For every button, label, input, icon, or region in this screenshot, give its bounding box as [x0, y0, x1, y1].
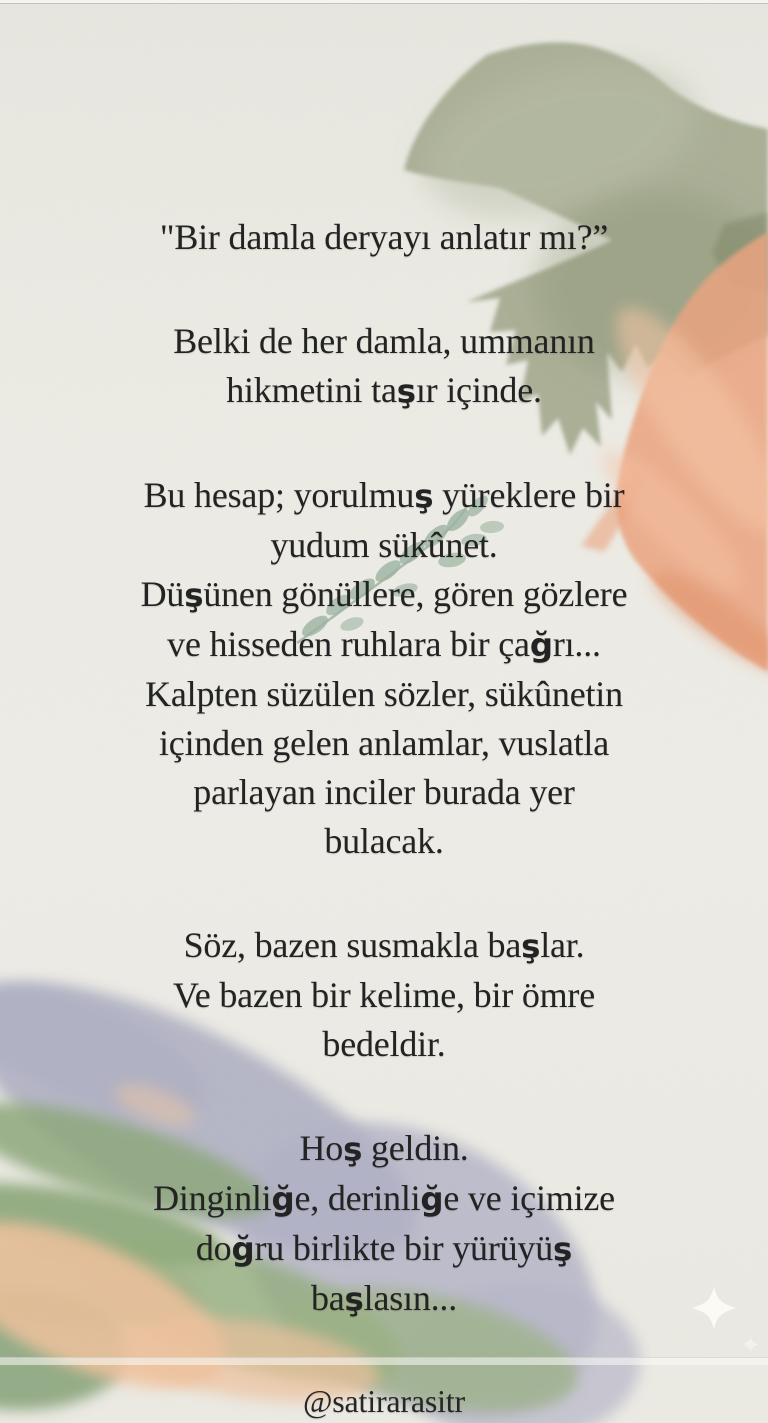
text-line: hikmetini taşır içinde.: [226, 370, 542, 410]
substituted-glyph: ğ: [420, 1180, 444, 1218]
text-line: içinden gelen anlamlar, vuslatla: [159, 723, 609, 763]
substituted-glyph: ğ: [529, 626, 553, 664]
quote-text: [0, 213, 768, 1423]
substituted-glyph: ş: [184, 576, 204, 614]
text-line: Hoş geldin.: [299, 1128, 469, 1168]
substituted-glyph: ğ: [271, 1180, 295, 1218]
text-line: Belki de her damla, ummanın: [173, 321, 595, 361]
text-line: Söz, bazen susmakla başlar.: [183, 925, 585, 965]
text-line: parlayan inciler burada yer: [193, 772, 575, 812]
substituted-glyph: ş: [344, 1280, 364, 1318]
text-line: Dinginliğe, derinliğe ve içimize: [153, 1178, 615, 1218]
substituted-glyph: ş: [396, 372, 416, 410]
text-line: yudum sükûnet.: [270, 525, 498, 565]
paragraph: [48, 1124, 720, 1324]
quote-paragraphs: [0, 213, 768, 1324]
substituted-glyph: ş: [343, 1130, 363, 1168]
substituted-glyph: ğ: [231, 1230, 255, 1268]
text-line: Bu hesap; yorulmuş yüreklere bir: [143, 475, 625, 515]
top-edge-line: [0, 3, 768, 4]
substituted-glyph: ş: [414, 477, 434, 515]
text-line: Kalpten süzülen sözler, sükûnetin: [145, 674, 623, 714]
text-line: ve hisseden ruhlara bir çağrı...: [167, 624, 601, 664]
text-line: Düşünen gönüllere, gören gözlere: [140, 574, 628, 614]
paragraph: [48, 213, 720, 262]
text-line: bulacak.: [324, 821, 444, 861]
text-line: bedeldir.: [322, 1024, 446, 1064]
paragraph: [48, 921, 720, 1069]
text-line: başlasın...: [310, 1278, 458, 1318]
substituted-glyph: ş: [553, 1230, 573, 1268]
text-line: "Bir damla deryayı anlatır mı?”: [159, 217, 609, 257]
text-line: Ve bazen bir kelime, bir ömre: [172, 975, 596, 1015]
paragraph: [48, 471, 720, 866]
paragraph: [48, 317, 720, 416]
text-line: doğru birlikte bir yürüyüş: [195, 1228, 573, 1268]
substituted-glyph: ş: [521, 927, 541, 965]
account-handle[interactable]: @satirarasitr: [303, 1383, 465, 1419]
